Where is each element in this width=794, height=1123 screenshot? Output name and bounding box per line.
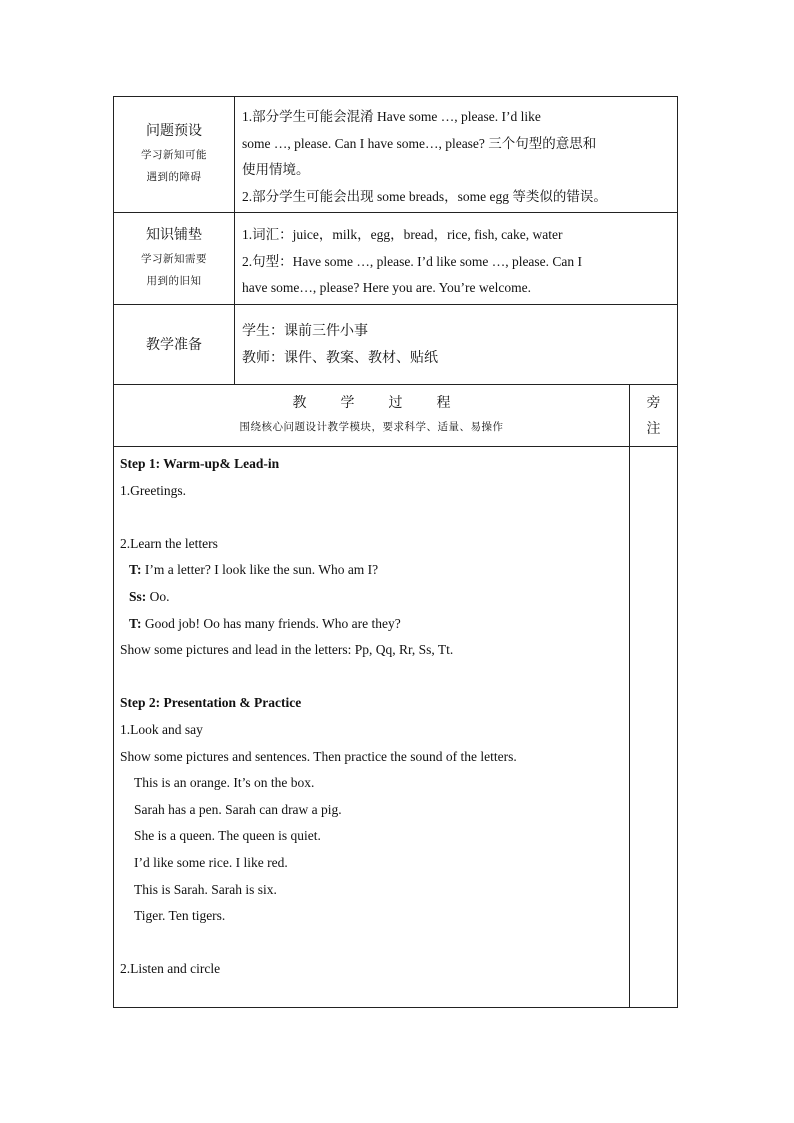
problem-label-cell xyxy=(114,97,235,212)
dialogue-t2-text: Good job! Oo has many friends. Who are they? xyxy=(141,615,401,631)
knowledge-row xyxy=(114,213,677,305)
problem-row xyxy=(114,97,677,213)
problem-line-1: 1.部分学生可能会混淆 Have some …, please. I’d like xyxy=(242,109,541,124)
blank-line xyxy=(120,930,623,957)
sentence-1: This is an orange. It’s on the box. xyxy=(134,775,315,791)
blank-line xyxy=(120,504,623,531)
process-header-row xyxy=(114,385,677,447)
process-title-char-2: 学 xyxy=(340,395,355,411)
greetings-line: 1.Greetings. xyxy=(120,482,186,498)
problem-sub-1: 学习新知可能 xyxy=(141,149,207,161)
process-title-cell xyxy=(114,385,630,446)
dialogue-ss xyxy=(120,584,623,611)
learn-letters-line: 2.Learn the letters xyxy=(120,535,218,551)
side-note-cell xyxy=(630,447,677,1007)
process-subtitle: 围绕核心问题设计教学模块，要求科学、适量、易操作 xyxy=(239,421,504,433)
lesson-plan-table xyxy=(113,96,678,1008)
dialogue-t1-text: I’m a letter? I look like the sun. Who am I? xyxy=(141,562,379,578)
prep-line-2: 教师：课件、教案、教材、贴纸 xyxy=(242,350,438,366)
sentence-6: Tiger. Ten tigers. xyxy=(134,908,226,924)
process-title-char-3: 过 xyxy=(388,395,403,411)
dialogue-ss-text: Oo. xyxy=(146,588,170,604)
problem-label: 问题预设 xyxy=(146,123,202,139)
problem-line-2: some …, please. Can I have some…, please? 三个句型的意思和 xyxy=(242,135,597,151)
knowledge-label-cell xyxy=(114,213,235,304)
knowledge-line-1: 1.词汇：juice，milk，egg，bread，rice, fish, cake, water xyxy=(242,227,563,242)
prep-label: 教学准备 xyxy=(146,336,202,353)
sentence-4: I’d like some rice. I like red. xyxy=(134,854,288,870)
show-letters-line: Show some pictures and lead in the letters: Pp, Qq, Rr, Ss, Tt. xyxy=(120,642,454,658)
dialogue-t2 xyxy=(120,611,623,638)
sentence-5: This is Sarah. Sarah is six. xyxy=(134,881,277,897)
prep-line-1: 学生：课前三件小事 xyxy=(242,323,368,339)
prep-label-cell xyxy=(114,305,235,384)
process-body-row xyxy=(114,447,677,1007)
listen-circle-line: 2.Listen and circle xyxy=(120,961,221,977)
prep-content xyxy=(235,305,677,384)
process-title-char-4: 程 xyxy=(436,395,451,411)
speaker-ss: Ss: xyxy=(129,588,147,604)
process-content xyxy=(114,447,630,1007)
step2-heading: Step 2: Presentation & Practice xyxy=(120,695,302,711)
side-note-char-2: 注 xyxy=(646,420,661,437)
side-note-header xyxy=(630,385,677,446)
process-title-char-1: 教 xyxy=(292,395,307,411)
knowledge-line-2: 2.句型：Have some …, please. I’d like some …, please. Can I xyxy=(242,253,583,269)
side-note-char-1: 旁 xyxy=(646,394,661,411)
knowledge-content xyxy=(235,213,677,304)
sentence-2: Sarah has a pen. Sarah can draw a pig. xyxy=(134,801,342,817)
problem-line-4: 2.部分学生可能会出现 some breads，some egg 等类似的错误。 xyxy=(242,188,607,204)
knowledge-line-3: have some…, please? Here you are. You’re welcome. xyxy=(242,280,532,295)
show-sentences-line: Show some pictures and sentences. Then practice the sound of the letters. xyxy=(120,748,517,764)
dialogue-t1 xyxy=(120,557,623,584)
speaker-t2: T: xyxy=(129,615,142,631)
problem-line-3: 使用情境。 xyxy=(242,162,310,177)
blank-line xyxy=(120,664,623,691)
speaker-t1: T: xyxy=(129,562,142,578)
step1-heading: Step 1: Warm-up& Lead-in xyxy=(120,456,280,471)
process-title xyxy=(114,393,629,413)
knowledge-sub-2: 用到的旧知 xyxy=(146,275,202,287)
knowledge-label: 知识铺垫 xyxy=(146,227,202,243)
problem-sub-2: 遇到的障碍 xyxy=(146,171,202,183)
problem-content xyxy=(235,97,677,212)
look-say-line: 1.Look and say xyxy=(120,721,203,737)
prep-row xyxy=(114,305,677,385)
sentence-3: She is a queen. The queen is quiet. xyxy=(134,828,321,844)
knowledge-sub-1: 学习新知需要 xyxy=(141,253,207,265)
